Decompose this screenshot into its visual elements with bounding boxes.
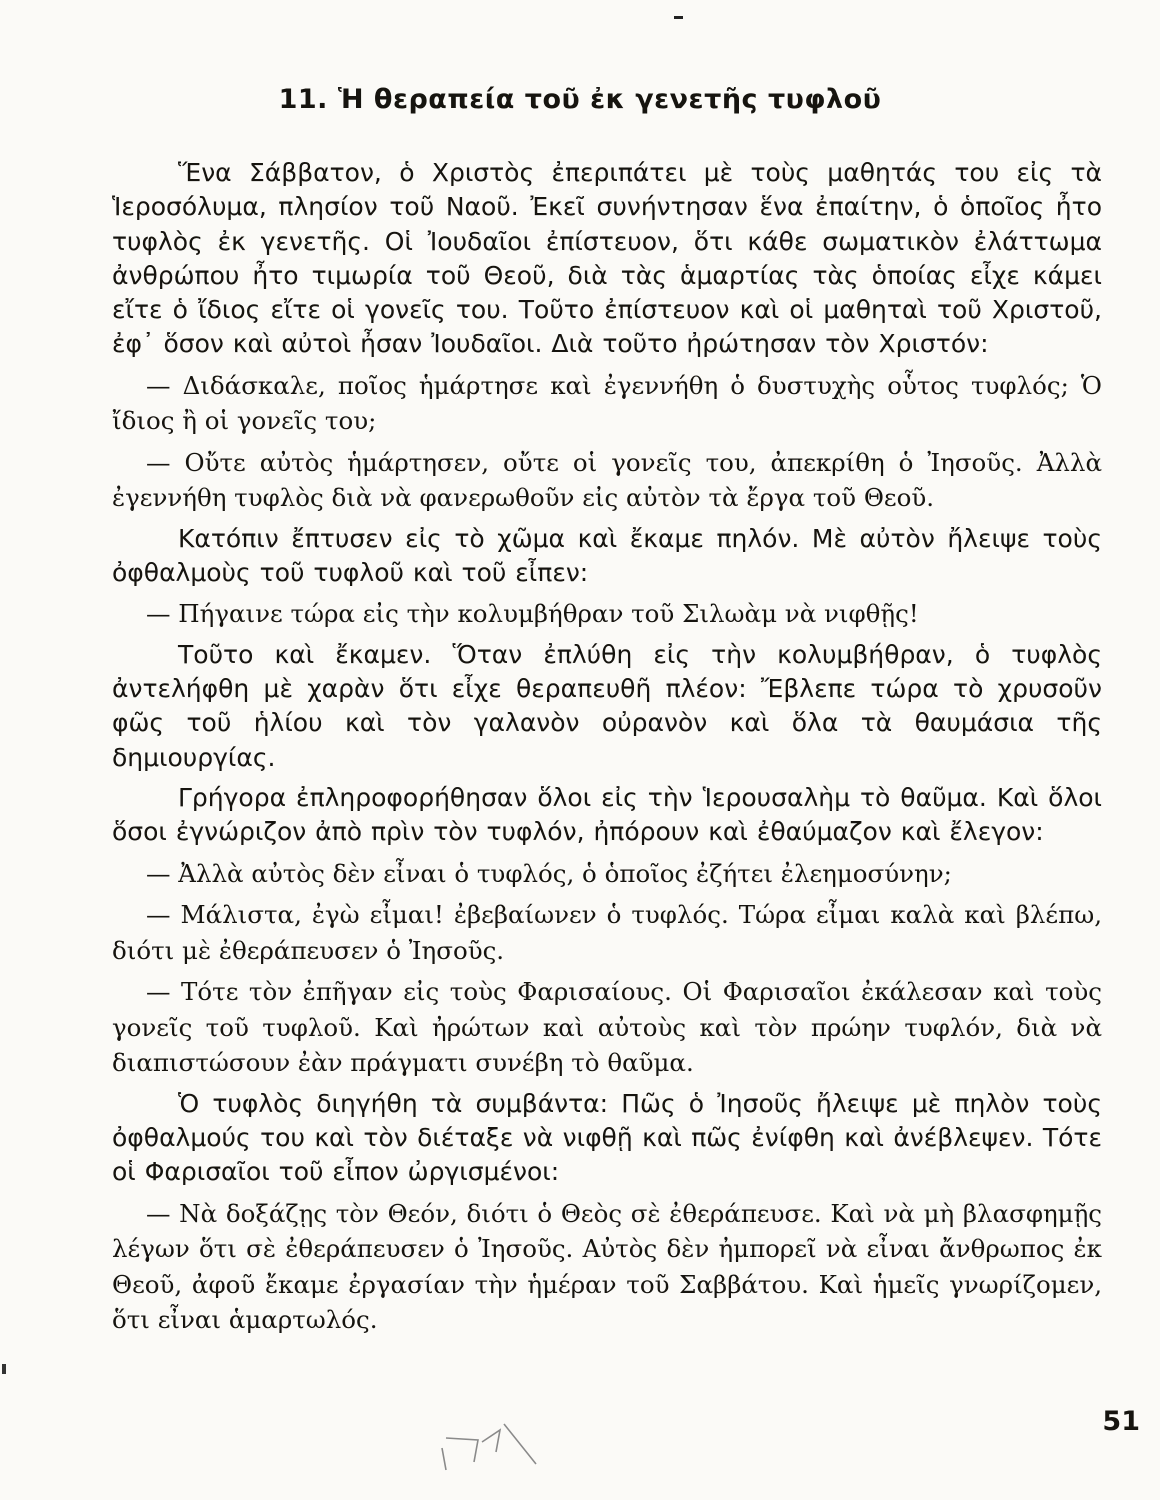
dialogue-paragraph: — Οὔτε αὐτὸς ἡμάρτησεν, οὔτε οἱ γονεῖς του, ἀπεκρίθη ὁ Ἰησοῦς. Ἀλλὰ ἐγεννήθη τυφλὸς διὰ νὰ φανερωθοῦν εἰς αὐτὸν τὰ ἔργα τοῦ Θεοῦ. xyxy=(112,447,1102,513)
paragraph: Ἕνα Σάββατον, ὁ Χριστὸς ἐπεριπάτει μὲ τοὺς μαθητάς του εἰς τὰ Ἱεροσόλυμα, πλησίον τοῦ Ναοῦ. Ἐκεῖ συνήντησαν ἕνα ἐπαίτην, ὁ ὁποῖος ἦτο τυφλὸς ἐκ γενετῆς. Οἱ Ἰουδαῖοι ἐπίστευον, ὅτι κάθε σωματικὸν ἐλάττωμα ἀνθρώπου ἦτο τιμωρία τοῦ Θεοῦ, διὰ τὰς ἁμαρτίας τὰς ὁποίας εἶχε κάμει εἴτε ὁ ἴδιος εἴτε οἱ γονεῖς του. Τοῦτο ἐπίστευον καὶ οἱ μαθηταὶ τοῦ Χριστοῦ, ἐφ᾽ ὅσον καὶ αὐτοὶ ἦσαν Ἰουδαῖοι. Διὰ τοῦτο ἠρώτησαν τὸν Χριστόν: xyxy=(112,158,1102,359)
pencil-scribble xyxy=(438,1418,548,1474)
edge-mark xyxy=(2,1364,6,1374)
paragraph: Ὁ τυφλὸς διηγήθη τὰ συμβάντα: Πῶς ὁ Ἰησοῦς ἤλειψε μὲ πηλὸν τοὺς ὀφθαλμούς του καὶ τὸν διέταξε νὰ νιφθῇ καὶ πῶς ἐνίφθη καὶ ἀνέβλεψεν. Τότε οἱ Φαρισαῖοι τοῦ εἶπον ὠργισμένοι: xyxy=(112,1088,1102,1187)
paragraph: Τοῦτο καὶ ἔκαμεν. Ὅταν ἐπλύθη εἰς τὴν κολυμβήθραν, ὁ τυφλὸς ἀντελήφθη μὲ χαρὰν ὅτι εἶχε θεραπευθῆ πλέον: Ἔβλεπε τώρα τὸ χρυσοῦν φῶς τοῦ ἡλίου καὶ τὸν γαλανὸν οὐρανὸν καὶ ὅλα τὰ θαυμάσια τῆς δημιουργίας. xyxy=(112,639,1102,772)
dialogue-paragraph: — Τότε τὸν ἐπῆγαν εἰς τοὺς Φαρισαίους. Οἱ Φαρισαῖοι ἐκάλεσαν καὶ τοὺς γονεῖς τοῦ τυφλοῦ. Καὶ ἠρώτων καὶ αὐτοὺς καὶ τὸν πρώην τυφλόν, διὰ νὰ διαπιστώσουν ἐὰν πράγματι συνέβη τὸ θαῦμα. xyxy=(112,977,1102,1078)
chapter-title: 11. Ἡ θεραπεία τοῦ ἐκ γενετῆς τυφλοῦ xyxy=(278,84,882,115)
dialogue-paragraph: — Διδάσκαλε, ποῖος ἡμάρτησε καὶ ἐγεννήθη ὁ δυστυχὴς οὗτος τυφλός; Ὁ ἴδιος ἢ οἱ γονεῖς του; xyxy=(112,370,1102,436)
dialogue-paragraph: — Πήγαινε τώρα εἰς τὴν κολυμβήθραν τοῦ Σιλωὰμ νὰ νιφθῇς! xyxy=(146,599,919,629)
dialogue-paragraph: — Μάλιστα, ἐγὼ εἶμαι! ἐβεβαίωνεν ὁ τυφλός. Τώρα εἶμαι καλὰ καὶ βλέπω, διότι μὲ ἐθεράπευσεν ὁ Ἰησοῦς. xyxy=(112,900,1102,965)
page-body xyxy=(112,156,1102,1338)
dialogue-paragraph: — Ἀλλὰ αὐτὸς δὲν εἶναι ὁ τυφλός, ὁ ὁποῖος ἐζήτει ἐλεημοσύνην; xyxy=(146,858,952,888)
paragraph: Γρήγορα ἐπληροφορήθησαν ὅλοι εἰς τὴν Ἱερουσαλὴμ τὸ θαῦμα. Καὶ ὅλοι ὅσοι ἐγνώριζον ἀπὸ πρὶν τὸν τυφλόν, ἠπόρουν καὶ ἐθαύμαζον καὶ ἔλεγον: xyxy=(112,783,1102,847)
ink-mark xyxy=(674,16,683,19)
dialogue-paragraph: — Νὰ δοξάζῃς τὸν Θεόν, διότι ὁ Θεὸς σὲ ἐθεράπευσε. Καὶ νὰ μὴ βλασφημῇς λέγων ὅτι σὲ ἐθεράπευσεν ὁ Ἰησοῦς. Αὐτὸς δὲν ἠμπορεῖ νὰ εἶναι ἄνθρωπος ἐκ Θεοῦ, ἀφοῦ ἔκαμε ἐργασίαν τὴν ἡμέραν τοῦ Σαββάτου. Καὶ ἡμεῖς γνωρίζομεν, ὅτι εἶναι ἁμαρτωλός. xyxy=(112,1198,1102,1335)
paragraph: Κατόπιν ἔπτυσεν εἰς τὸ χῶμα καὶ ἔκαμε πηλόν. Μὲ αὐτὸν ἤλειψε τοὺς ὀφθαλμοὺς τοῦ τυφλοῦ καὶ τοῦ εἶπεν: xyxy=(112,523,1102,588)
page-number: 51 xyxy=(1102,1406,1140,1437)
